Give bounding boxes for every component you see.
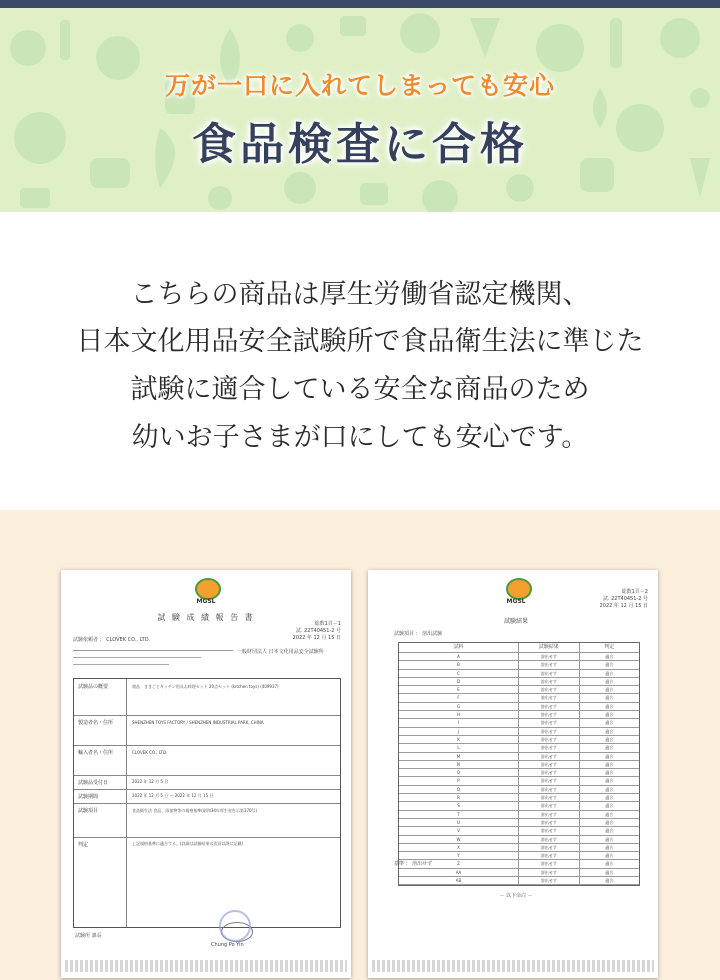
- mgsl-logo-icon: [506, 578, 532, 600]
- results-cell: 適合: [605, 703, 614, 709]
- results-cell: 適合: [605, 695, 614, 701]
- results-cell: 溶出せず: [519, 769, 580, 776]
- results-cell: 適合: [605, 861, 614, 867]
- results-cell: 溶出せず: [519, 694, 580, 701]
- results-cell: 適合: [605, 770, 614, 776]
- doc1-row-value: 2022 年 12 月 5 日: [132, 779, 169, 784]
- doc1-row-label: 輸入者名・住所: [78, 750, 114, 756]
- doc1-date: 2022 年 12 月 15 日: [292, 635, 341, 641]
- results-cell: M: [399, 753, 519, 760]
- doc1-row-label: 試験期間: [78, 794, 99, 800]
- results-cell: D: [399, 678, 519, 685]
- doc1-row-label: 試験品受付日: [78, 780, 109, 786]
- results-row: [399, 736, 639, 744]
- results-cell: 溶出せず: [519, 686, 580, 693]
- results-cell: 溶出せず: [519, 761, 580, 768]
- results-cell: AB: [399, 877, 519, 884]
- results-cell: 適合: [605, 753, 614, 759]
- top-bar: [0, 0, 720, 8]
- results-cell: 溶出せず: [519, 786, 580, 793]
- results-row: [399, 777, 639, 785]
- results-row: [399, 877, 639, 885]
- doc1-org: 一般財団法人 日本文化用品安全試験所: [237, 649, 324, 655]
- results-row: [399, 678, 639, 686]
- results-cell: 溶出せず: [519, 736, 580, 743]
- results-cell: F: [399, 694, 519, 701]
- results-cell: 溶出せず: [519, 836, 580, 843]
- results-cell: L: [399, 744, 519, 751]
- results-row: [399, 653, 639, 661]
- results-header-cell: 試料: [399, 643, 519, 652]
- results-header-row: [399, 643, 639, 653]
- doc1-page: 総数1頁－1: [314, 621, 341, 627]
- results-cell: 適合: [605, 745, 614, 751]
- results-cell: 溶出せず: [519, 819, 580, 826]
- results-row: [399, 811, 639, 819]
- description-line-1: こちらの商品は厚生労働省認定機関、: [130, 279, 590, 310]
- results-cell: 適合: [605, 853, 614, 859]
- results-cell: 溶出せず: [519, 802, 580, 809]
- doc2-end: － 以下余白 －: [499, 893, 533, 899]
- doc1-row: [74, 775, 340, 790]
- results-cell: 適合: [605, 778, 614, 784]
- doc1-row-label: 判定: [78, 842, 89, 848]
- results-cell: 溶出せず: [519, 728, 580, 735]
- results-row: [399, 769, 639, 777]
- doc2-heading: 試験結果: [503, 618, 528, 625]
- doc1-row: [74, 715, 340, 746]
- results-header-cell: 判定: [604, 644, 615, 650]
- results-cell: 適合: [605, 761, 614, 767]
- results-cell: 適合: [605, 828, 614, 834]
- results-row: [399, 794, 639, 802]
- doc1-addressee: 試験依頼者 ： CLOVEK CO., LTD.: [73, 637, 151, 643]
- doc2-footer-fineprint: [372, 960, 654, 972]
- doc1-row: [74, 789, 340, 804]
- results-row: [399, 686, 639, 694]
- results-row: [399, 728, 639, 736]
- description-line-3: 試験に適合している安全な商品のため: [130, 374, 590, 405]
- results-cell: 適合: [605, 728, 614, 734]
- test-report-document: [61, 570, 351, 978]
- results-row: [399, 819, 639, 827]
- results-cell: 溶出せず: [519, 827, 580, 834]
- results-row: [399, 844, 639, 852]
- results-cell: G: [399, 703, 519, 710]
- results-cell: 溶出せず: [519, 661, 580, 668]
- results-cell: 溶出せず: [519, 869, 580, 876]
- results-row: [399, 753, 639, 761]
- results-cell: B: [399, 661, 519, 668]
- results-cell: 適合: [605, 736, 614, 742]
- results-cell: 適合: [605, 803, 614, 809]
- results-cell: 溶出せず: [519, 794, 580, 801]
- doc2-page: 総数1頁－2: [621, 589, 648, 595]
- results-cell: 適合: [605, 878, 614, 884]
- description-line-2: 日本文化用品安全試験所で食品衛生法に準じた: [76, 326, 644, 357]
- doc1-row-value: 上記規格基準に適合する。(詳細は試験結果の次頁以降に記載): [132, 841, 244, 846]
- results-cell: 適合: [605, 670, 614, 676]
- results-cell: 溶出せず: [519, 744, 580, 751]
- results-cell: H: [399, 711, 519, 718]
- results-header-cell: 試験結果: [519, 643, 580, 652]
- doc1-signer: Chung Po Yin: [211, 942, 244, 948]
- doc1-address-lines: [73, 644, 233, 676]
- results-cell: X: [399, 844, 519, 851]
- mgsl-logo-icon: [195, 578, 221, 600]
- doc1-row-label: 製造者名・住所: [78, 720, 114, 726]
- results-cell: 適合: [605, 662, 614, 668]
- results-cell: Y: [399, 852, 519, 859]
- results-row: [399, 703, 639, 711]
- results-row: [399, 802, 639, 810]
- results-cell: 溶出せず: [519, 860, 580, 867]
- results-cell: 適合: [605, 819, 614, 825]
- results-cell: T: [399, 811, 519, 818]
- doc1-row-label: 試験品の概要: [78, 684, 109, 690]
- results-cell: 適合: [605, 836, 614, 842]
- banner-title: 食品検査に合格: [192, 119, 528, 170]
- results-row: [399, 869, 639, 877]
- description-line-4: 幼いお子さまが口にしても安心です。: [131, 422, 589, 453]
- results-cell: 適合: [605, 678, 614, 684]
- test-results-document: [368, 570, 658, 978]
- doc1-row-value: 商品 ききごとキッチン用具お料理セット 20点セット (kitchen toys) (409937): [132, 684, 279, 689]
- doc1-logo-text: MGSL: [196, 598, 216, 605]
- doc1-table: [73, 678, 341, 928]
- results-cell: 溶出せず: [519, 711, 580, 718]
- doc2-date: 2022 年 12 月 15 日: [599, 603, 648, 609]
- doc1-row-value: CLOVEK CO., LTD.: [132, 750, 168, 755]
- results-row: [399, 711, 639, 719]
- results-row: [399, 836, 639, 844]
- results-row: [399, 670, 639, 678]
- doc1-row: [74, 745, 340, 776]
- results-cell: E: [399, 686, 519, 693]
- doc1-row: [74, 803, 340, 838]
- results-row: [399, 761, 639, 769]
- results-cell: N: [399, 761, 519, 768]
- doc1-row-value: 食品衛生法 食品、添加物等の規格基準(昭和34年厚生省告示第370号): [132, 808, 258, 813]
- results-cell: S: [399, 802, 519, 809]
- results-cell: A: [399, 653, 519, 660]
- results-cell: Z: [399, 860, 519, 867]
- results-table: [398, 642, 640, 886]
- doc1-row-value: 2022 年 12 月 5 日 ～ 2022 年 12 月 15 日: [132, 793, 214, 798]
- results-cell: 適合: [605, 687, 614, 693]
- results-cell: O: [399, 769, 519, 776]
- results-row: [399, 694, 639, 702]
- results-cell: 適合: [605, 654, 614, 659]
- results-cell: C: [399, 670, 519, 677]
- results-cell: 溶出せず: [519, 678, 580, 685]
- results-cell: 適合: [605, 786, 614, 792]
- results-cell: 適合: [605, 811, 614, 817]
- results-row: [399, 852, 639, 860]
- results-row: [399, 719, 639, 727]
- results-cell: 溶出せず: [519, 670, 580, 677]
- results-cell: P: [399, 777, 519, 784]
- header-banner: [0, 8, 720, 212]
- doc2-note: 基準 ： 溶出せず: [394, 861, 433, 867]
- doc1-row-label: 試験項目: [78, 808, 99, 814]
- results-row: [399, 661, 639, 669]
- results-cell: V: [399, 827, 519, 834]
- results-row: [399, 786, 639, 794]
- results-cell: 適合: [605, 844, 614, 850]
- results-cell: 溶出せず: [519, 811, 580, 818]
- doc1-signer-label: 試験所 課長: [75, 933, 102, 939]
- doc1-row: [74, 679, 340, 716]
- results-cell: Q: [399, 786, 519, 793]
- results-cell: 溶出せず: [519, 753, 580, 760]
- results-cell: 適合: [605, 720, 614, 726]
- results-cell: 適合: [605, 795, 614, 801]
- doc2-method: 試験項目 ： 溶出試験: [394, 631, 443, 637]
- banner-subtitle: 万が一口に入れてしまっても安心: [164, 71, 555, 100]
- doc1-footer-fineprint: [65, 960, 347, 972]
- description-section: [0, 212, 720, 510]
- results-cell: 適合: [605, 712, 614, 718]
- seal-stamp-icon: [219, 910, 251, 942]
- results-cell: J: [399, 728, 519, 735]
- results-cell: U: [399, 819, 519, 826]
- results-cell: 溶出せず: [519, 844, 580, 851]
- results-cell: 溶出せず: [519, 703, 580, 710]
- doc2-number: 試. 22T40451-2 号: [602, 596, 648, 602]
- results-cell: K: [399, 736, 519, 743]
- results-cell: 溶出せず: [519, 852, 580, 859]
- results-cell: AA: [399, 869, 519, 876]
- results-cell: I: [399, 719, 519, 726]
- results-cell: 適合: [605, 869, 614, 875]
- results-cell: 溶出せず: [519, 877, 580, 884]
- results-row: [399, 860, 639, 868]
- results-row: [399, 744, 639, 752]
- results-cell: R: [399, 794, 519, 801]
- doc1-number: 試. 22T40451-2 号: [295, 628, 341, 634]
- results-row: [399, 827, 639, 835]
- doc1-row: [74, 837, 340, 925]
- doc1-row-value: SHENZHEN TOYS FACTORY / SHENZHEN INDUSTRIAL PARK, CHINA: [132, 720, 264, 725]
- results-cell: 溶出せず: [519, 719, 580, 726]
- results-cell: 溶出せず: [519, 653, 580, 660]
- results-cell: W: [399, 836, 519, 843]
- doc1-title: 試 験 成 績 報 告 書: [157, 613, 255, 622]
- results-cell: 溶出せず: [519, 777, 580, 784]
- doc2-logo-text: MGSL: [506, 598, 526, 605]
